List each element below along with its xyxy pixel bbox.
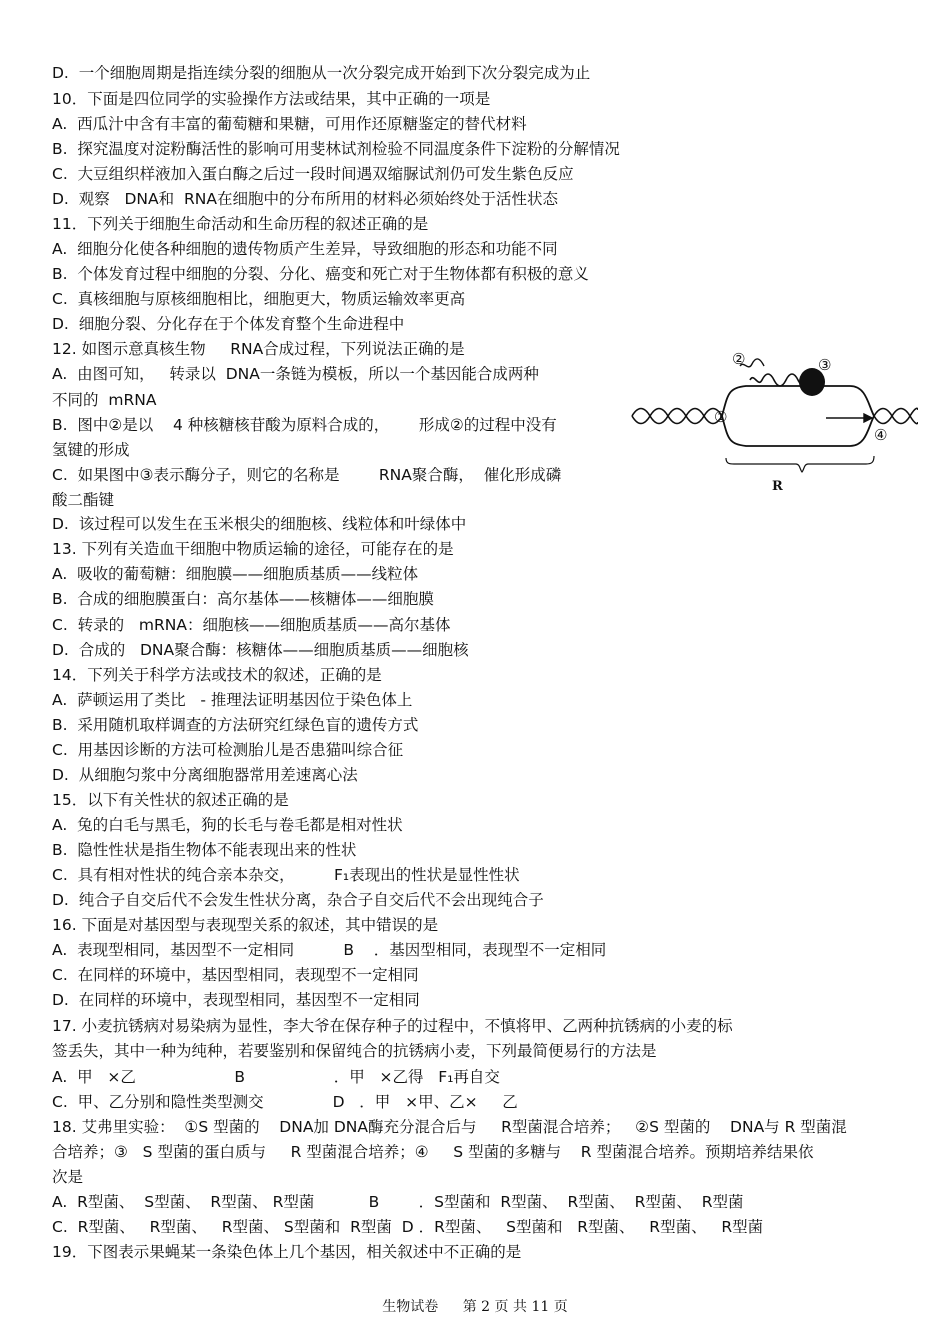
label-4: ④ — [874, 426, 888, 444]
text-line: C. R型菌、 R型菌、 R型菌、 S型菌和 R型菌 D ．R型菌、 S型菌和 R型菌、 R型菌、 R型菌 — [52, 1218, 764, 1236]
text-line: 12. 如图示意真核生物 RNA合成过程，下列说法正确的是 — [52, 340, 465, 358]
text-line: B. 图中②是以 4 种核糖核苷酸为原料合成的， 形成②的过程中没有 — [52, 416, 557, 434]
label-3: ③ — [818, 356, 832, 374]
text-line: C. 在同样的环境中，基因型相同，表现型不一定相同 — [52, 966, 419, 984]
text-line: 18. 艾弗里实验： ①S 型菌的 DNA加 DNA酶充分混合后与 R型菌混合培养； ②S 型菌的 DNA与 R 型菌混 — [52, 1118, 847, 1136]
text-line: A. 细胞分化使各种细胞的遗传物质产生差异，导致细胞的形态和功能不同 — [52, 240, 558, 258]
transcription-diagram — [628, 344, 918, 494]
text-line: 氢键的形成 — [52, 441, 130, 459]
label-1: ① — [714, 408, 728, 426]
page-footer — [0, 1296, 950, 1316]
text-line: 签丢失，其中一种为纯种，若要鉴别和保留纯合的抗锈病小麦，下列最简便易行的方法是 — [52, 1042, 657, 1060]
text-line: A. 西瓜汁中含有丰富的葡萄糖和果糖，可用作还原糖鉴定的替代材料 — [52, 115, 527, 133]
r-bracket — [726, 456, 874, 472]
label-2: ② — [732, 350, 746, 368]
text-line: C. 用基因诊断的方法可检测胎儿是否患猫叫综合征 — [52, 741, 404, 759]
text-line: 10．下面是四位同学的实验操作方法或结果，其中正确的一项是 — [52, 90, 491, 108]
text-line: 合培养；③ S 型菌的蛋白质与 R 型菌混合培养；④ S 型菌的多糖与 R 型菌混合培养。预期培养结果依 — [52, 1143, 814, 1161]
text-line: D. 一个细胞周期是指连续分裂的细胞从一次分裂完成开始到下次分裂完成为止 — [52, 64, 591, 82]
text-line: D. 合成的 DNA聚合酶：核糖体——细胞质基质——细胞核 — [52, 641, 469, 659]
text-line: A. 兔的白毛与黑毛，狗的长毛与卷毛都是相对性状 — [52, 816, 403, 834]
text-line: 16. 下面是对基因型与表现型关系的叙述，其中错误的是 — [52, 916, 439, 934]
text-line: 不同的 mRNA — [52, 391, 157, 409]
text-line: B. 个体发育过程中细胞的分裂、分化、癌变和死亡对于生物体都有积极的意义 — [52, 265, 589, 283]
direction-arrow — [826, 414, 872, 422]
text-line: 19．下图表示果蝇某一条染色体上几个基因，相关叙述中不正确的是 — [52, 1243, 522, 1261]
text-line: B. 探究温度对淀粉酶活性的影响可用斐林试剂检验不同温度条件下淀粉的分解情况 — [52, 140, 620, 158]
dna-bubble — [722, 386, 874, 446]
text-line: 14．下列关于科学方法或技术的叙述，正确的是 — [52, 666, 382, 684]
text-line: A. 由图可知， 转录以 DNA一条链为模板，所以一个基因能合成两种 — [52, 365, 539, 383]
text-line: A. 甲 ×乙 B ．甲 ×乙得 F₁再自交 — [52, 1068, 500, 1086]
text-line: C. 转录的 mRNA：细胞核——细胞质基质——高尔基体 — [52, 616, 451, 634]
text-line: C. 如果图中③表示酶分子，则它的名称是 RNA聚合酶， 催化形成磷 — [52, 466, 562, 484]
text-line: C. 甲、乙分别和隐性类型测交 D ．甲 ×甲、乙× 乙 — [52, 1093, 518, 1111]
text-line: D. 从细胞匀浆中分离细胞器常用差速离心法 — [52, 766, 358, 784]
footer-subject: 生物试卷 — [382, 1299, 439, 1315]
text-line: 17. 小麦抗锈病对易染病为显性，李大爷在保存种子的过程中，不慎将甲、乙两种抗锈病的小麦的标 — [52, 1017, 733, 1035]
text-line: 15．以下有关性状的叙述正确的是 — [52, 791, 289, 809]
text-line: 酸二酯键 — [52, 491, 115, 509]
text-line: D. 纯合子自交后代不会发生性状分离，杂合子自交后代不会出现纯合子 — [52, 891, 544, 909]
text-line: A. 表现型相同，基因型不一定相同 B ．基因型相同，表现型不一定相同 — [52, 941, 607, 959]
text-line: C. 具有相对性状的纯合亲本杂交， F₁表现出的性状是显性性状 — [52, 866, 520, 884]
text-line: A. 萨顿运用了类比 - 推理法证明基因位于染色体上 — [52, 691, 413, 709]
text-line: A. R型菌、 S型菌、 R型菌、 R型菌 B ．S型菌和 R型菌、 R型菌、 R型菌、 R型菌 — [52, 1193, 744, 1211]
dna-helix-right — [874, 408, 918, 423]
text-line: B. 合成的细胞膜蛋白：高尔基体——核糖体——细胞膜 — [52, 590, 434, 608]
footer-page: 第 2 页 共 11 页 — [462, 1299, 568, 1315]
text-line: D. 观察 DNA和 RNA在细胞中的分布所用的材料必须始终处于活性状态 — [52, 190, 558, 208]
text-line: D. 该过程可以发生在玉米根尖的细胞核、线粒体和叶绿体中 — [52, 515, 467, 533]
text-line: B. 采用随机取样调查的方法研究红绿色盲的遗传方式 — [52, 716, 419, 734]
text-line: C. 大豆组织样液加入蛋白酶之后过一段时间遇双缩脲试剂仍可发生紫色反应 — [52, 165, 574, 183]
dna-helix-left — [632, 409, 722, 424]
text-line: C. 真核细胞与原核细胞相比，细胞更大，物质运输效率更高 — [52, 290, 466, 308]
text-line: 13. 下列有关造血干细胞中物质运输的途径，可能存在的是 — [52, 540, 454, 558]
text-line: A. 吸收的葡萄糖：细胞膜——细胞质基质——线粒体 — [52, 565, 419, 583]
text-line: B. 隐性性状是指生物体不能表现出来的性状 — [52, 841, 357, 859]
text-line: D. 在同样的环境中，表现型相同，基因型不一定相同 — [52, 991, 420, 1009]
text-line: 次是 — [52, 1168, 84, 1186]
text-line: 11．下列关于细胞生命活动和生命历程的叙述正确的是 — [52, 215, 429, 233]
label-R: R — [772, 479, 783, 494]
text-line: D. 细胞分裂、分化存在于个体发育整个生命进程中 — [52, 315, 405, 333]
